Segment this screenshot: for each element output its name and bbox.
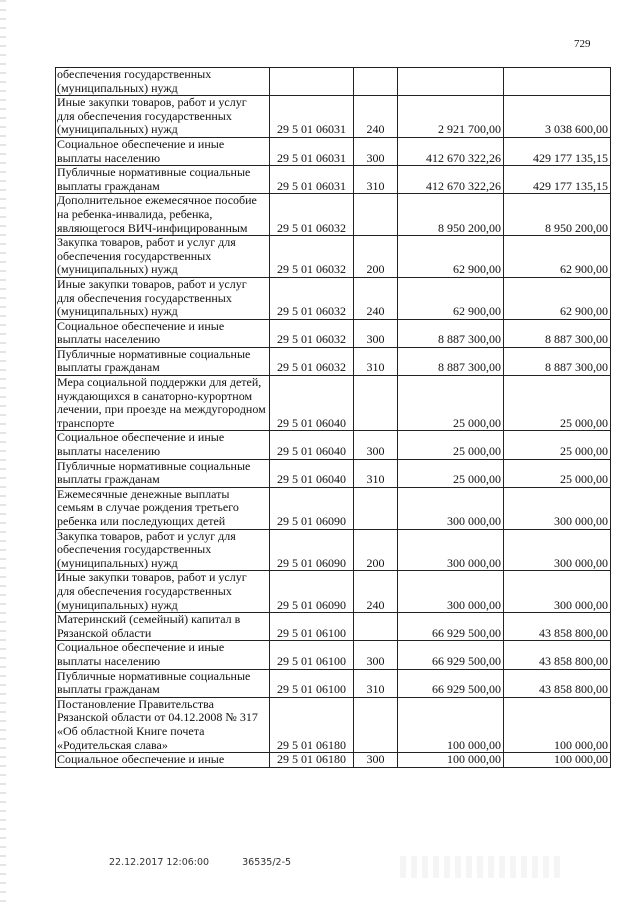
cell-amount-year-2: 300 000,00 bbox=[504, 529, 611, 571]
cell-amount-year-2: 8 887 300,00 bbox=[504, 319, 611, 347]
cell-amount-year-2: 100 000,00 bbox=[504, 753, 611, 768]
cell-expense-type: 240 bbox=[354, 96, 398, 138]
cell-target-article: 29 5 01 06031 bbox=[270, 166, 354, 194]
cell-target-article: 29 5 01 06032 bbox=[270, 319, 354, 347]
cell-name: Закупка товаров, работ и услуг для обеспечения государственных (муниципальных) нужд bbox=[56, 236, 270, 278]
cell-amount-year-2: 43 858 800,00 bbox=[504, 669, 611, 697]
cell-target-article: 29 5 01 06040 bbox=[270, 376, 354, 431]
cell-target-article bbox=[270, 68, 354, 96]
cell-expense-type: 300 bbox=[354, 753, 398, 768]
cell-target-article: 29 5 01 06032 bbox=[270, 236, 354, 278]
footer-doc-code: 36535/2-5 bbox=[242, 857, 292, 868]
cell-amount-year-1: 300 000,00 bbox=[398, 487, 504, 529]
budget-table bbox=[55, 67, 611, 768]
cell-amount-year-1: 62 900,00 bbox=[398, 277, 504, 319]
cell-name: Постановление Правительства Рязанской области от 04.12.2008 № 317 «Об областной Книге почета «Родительская слава» bbox=[56, 697, 270, 752]
scan-noise-artifact bbox=[400, 856, 560, 878]
cell-amount-year-2: 100 000,00 bbox=[504, 697, 611, 752]
table-row bbox=[56, 277, 611, 319]
cell-amount-year-1: 25 000,00 bbox=[398, 376, 504, 431]
cell-target-article: 29 5 01 06031 bbox=[270, 137, 354, 165]
cell-amount-year-1: 300 000,00 bbox=[398, 571, 504, 613]
cell-expense-type: 200 bbox=[354, 236, 398, 278]
cell-expense-type bbox=[354, 487, 398, 529]
cell-amount-year-2: 25 000,00 bbox=[504, 376, 611, 431]
cell-name: Социальное обеспечение и иные выплаты населению bbox=[56, 641, 270, 669]
table-row bbox=[56, 669, 611, 697]
cell-name: Дополнительное ежемесячное пособие на ребенка-инвалида, ребенка, являющегося ВИЧ-инфицированным bbox=[56, 194, 270, 236]
scan-edge-artifact bbox=[0, 0, 6, 905]
table-row bbox=[56, 753, 611, 768]
cell-expense-type bbox=[354, 376, 398, 431]
footer-timestamp: 22.12.2017 12:06:00 bbox=[109, 857, 210, 868]
cell-amount-year-2: 43 858 800,00 bbox=[504, 641, 611, 669]
cell-expense-type: 310 bbox=[354, 347, 398, 375]
cell-amount-year-1: 8 887 300,00 bbox=[398, 319, 504, 347]
table-row bbox=[56, 166, 611, 194]
cell-amount-year-1: 66 929 500,00 bbox=[398, 613, 504, 641]
table-row bbox=[56, 376, 611, 431]
cell-amount-year-2: 25 000,00 bbox=[504, 431, 611, 459]
cell-expense-type: 200 bbox=[354, 529, 398, 571]
cell-expense-type: 300 bbox=[354, 641, 398, 669]
cell-amount-year-1 bbox=[398, 68, 504, 96]
table-row bbox=[56, 571, 611, 613]
cell-amount-year-2: 300 000,00 bbox=[504, 487, 611, 529]
cell-name: Иные закупки товаров, работ и услуг для обеспечения государственных (муниципальных) нужд bbox=[56, 96, 270, 138]
cell-target-article: 29 5 01 06032 bbox=[270, 194, 354, 236]
cell-expense-type bbox=[354, 68, 398, 96]
cell-expense-type: 240 bbox=[354, 277, 398, 319]
cell-target-article: 29 5 01 06090 bbox=[270, 529, 354, 571]
cell-amount-year-2 bbox=[504, 68, 611, 96]
cell-amount-year-1: 412 670 322,26 bbox=[398, 137, 504, 165]
cell-amount-year-1: 8 950 200,00 bbox=[398, 194, 504, 236]
cell-amount-year-1: 8 887 300,00 bbox=[398, 347, 504, 375]
cell-name: Мера социальной поддержки для детей, нуждающихся в санаторно-курортном лечении, при проезде на междугородном транспорте bbox=[56, 376, 270, 431]
cell-name: Публичные нормативные социальные выплаты гражданам bbox=[56, 459, 270, 487]
table-row bbox=[56, 459, 611, 487]
cell-name: Иные закупки товаров, работ и услуг для обеспечения государственных (муниципальных) нужд bbox=[56, 571, 270, 613]
cell-amount-year-2: 25 000,00 bbox=[504, 459, 611, 487]
cell-amount-year-1: 100 000,00 bbox=[398, 697, 504, 752]
cell-expense-type: 300 bbox=[354, 137, 398, 165]
page-number: 729 bbox=[574, 38, 591, 50]
table-row bbox=[56, 137, 611, 165]
cell-amount-year-2: 8 887 300,00 bbox=[504, 347, 611, 375]
table-row bbox=[56, 194, 611, 236]
cell-target-article: 29 5 01 06180 bbox=[270, 697, 354, 752]
cell-expense-type: 310 bbox=[354, 459, 398, 487]
table-row bbox=[56, 613, 611, 641]
cell-expense-type bbox=[354, 613, 398, 641]
cell-amount-year-1: 100 000,00 bbox=[398, 753, 504, 768]
table-row bbox=[56, 697, 611, 752]
cell-amount-year-1: 66 929 500,00 bbox=[398, 641, 504, 669]
cell-target-article: 29 5 01 06031 bbox=[270, 96, 354, 138]
cell-name: Иные закупки товаров, работ и услуг для обеспечения государственных (муниципальных) нужд bbox=[56, 277, 270, 319]
table-row bbox=[56, 236, 611, 278]
table-row bbox=[56, 319, 611, 347]
cell-target-article: 29 5 01 06180 bbox=[270, 753, 354, 768]
cell-amount-year-1: 2 921 700,00 bbox=[398, 96, 504, 138]
cell-target-article: 29 5 01 06032 bbox=[270, 347, 354, 375]
footer bbox=[109, 857, 291, 868]
cell-expense-type: 240 bbox=[354, 571, 398, 613]
cell-amount-year-2: 429 177 135,15 bbox=[504, 137, 611, 165]
cell-target-article: 29 5 01 06100 bbox=[270, 641, 354, 669]
cell-expense-type: 300 bbox=[354, 319, 398, 347]
cell-expense-type bbox=[354, 697, 398, 752]
cell-amount-year-1: 412 670 322,26 bbox=[398, 166, 504, 194]
cell-amount-year-1: 25 000,00 bbox=[398, 431, 504, 459]
cell-name: Ежемесячные денежные выплаты семьям в случае рождения третьего ребенка или последующих детей bbox=[56, 487, 270, 529]
cell-amount-year-1: 25 000,00 bbox=[398, 459, 504, 487]
cell-amount-year-2: 62 900,00 bbox=[504, 236, 611, 278]
cell-target-article: 29 5 01 06040 bbox=[270, 431, 354, 459]
cell-name: Социальное обеспечение и иные выплаты населению bbox=[56, 319, 270, 347]
cell-target-article: 29 5 01 06032 bbox=[270, 277, 354, 319]
cell-amount-year-2: 3 038 600,00 bbox=[504, 96, 611, 138]
cell-name: Закупка товаров, работ и услуг для обеспечения государственных (муниципальных) нужд bbox=[56, 529, 270, 571]
cell-name: Публичные нормативные социальные выплаты гражданам bbox=[56, 166, 270, 194]
cell-expense-type: 300 bbox=[354, 431, 398, 459]
table-row bbox=[56, 487, 611, 529]
cell-target-article: 29 5 01 06090 bbox=[270, 487, 354, 529]
table-row bbox=[56, 431, 611, 459]
cell-target-article: 29 5 01 06100 bbox=[270, 613, 354, 641]
cell-expense-type: 310 bbox=[354, 166, 398, 194]
cell-expense-type: 310 bbox=[354, 669, 398, 697]
cell-target-article: 29 5 01 06100 bbox=[270, 669, 354, 697]
cell-name: Социальное обеспечение и иные выплаты населению bbox=[56, 137, 270, 165]
table-row bbox=[56, 96, 611, 138]
cell-amount-year-2: 8 950 200,00 bbox=[504, 194, 611, 236]
cell-target-article: 29 5 01 06090 bbox=[270, 571, 354, 613]
cell-name: Публичные нормативные социальные выплаты гражданам bbox=[56, 347, 270, 375]
cell-name: Публичные нормативные социальные выплаты гражданам bbox=[56, 669, 270, 697]
cell-amount-year-2: 43 858 800,00 bbox=[504, 613, 611, 641]
cell-name: Материнский (семейный) капитал в Рязанской области bbox=[56, 613, 270, 641]
budget-table-body bbox=[56, 68, 611, 768]
cell-amount-year-2: 300 000,00 bbox=[504, 571, 611, 613]
cell-amount-year-1: 300 000,00 bbox=[398, 529, 504, 571]
cell-name: Социальное обеспечение и иные bbox=[56, 753, 270, 768]
table-row bbox=[56, 529, 611, 571]
table-row bbox=[56, 641, 611, 669]
cell-expense-type bbox=[354, 194, 398, 236]
cell-amount-year-2: 429 177 135,15 bbox=[504, 166, 611, 194]
cell-amount-year-2: 62 900,00 bbox=[504, 277, 611, 319]
cell-amount-year-1: 66 929 500,00 bbox=[398, 669, 504, 697]
cell-target-article: 29 5 01 06040 bbox=[270, 459, 354, 487]
cell-amount-year-1: 62 900,00 bbox=[398, 236, 504, 278]
cell-name: Социальное обеспечение и иные выплаты населению bbox=[56, 431, 270, 459]
table-row bbox=[56, 68, 611, 96]
cell-name: обеспечения государственных (муниципальных) нужд bbox=[56, 68, 270, 96]
table-row bbox=[56, 347, 611, 375]
